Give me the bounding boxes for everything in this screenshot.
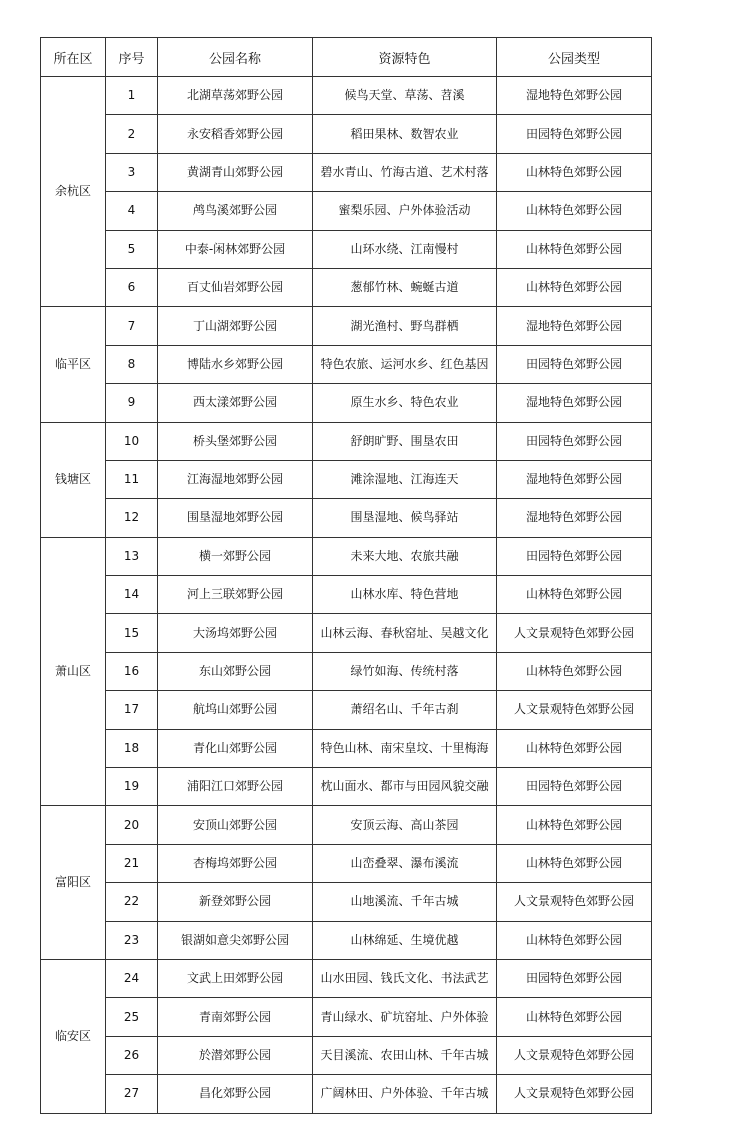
header-district: 所在区 xyxy=(41,38,106,77)
table-row xyxy=(41,768,652,806)
park-type-cell: 田园特色郊野公园 xyxy=(497,115,652,153)
park-name-cell: 北湖草荡郊野公园 xyxy=(158,77,313,115)
resource-feature-cell: 特色农旅、运河水乡、红色基因 xyxy=(313,345,497,383)
park-number-cell: 20 xyxy=(106,806,158,844)
table-row xyxy=(41,192,652,230)
table-row xyxy=(41,652,652,690)
table-row xyxy=(41,460,652,498)
park-number-cell: 11 xyxy=(106,460,158,498)
table-row xyxy=(41,921,652,959)
park-name-cell: 新登郊野公园 xyxy=(158,883,313,921)
district-cell: 富阳区 xyxy=(41,806,106,960)
park-number-cell: 14 xyxy=(106,576,158,614)
table-body xyxy=(41,77,652,1114)
district-cell: 临平区 xyxy=(41,307,106,422)
park-name-cell: 大汤坞郊野公园 xyxy=(158,614,313,652)
park-number-cell: 23 xyxy=(106,921,158,959)
park-name-cell: 安顶山郊野公园 xyxy=(158,806,313,844)
resource-feature-cell: 碧水青山、竹海古道、艺术村落 xyxy=(313,153,497,191)
park-number-cell: 22 xyxy=(106,883,158,921)
resource-feature-cell: 舒朗旷野、围垦农田 xyxy=(313,422,497,460)
header-resource-feature: 资源特色 xyxy=(313,38,497,77)
table-row xyxy=(41,345,652,383)
park-name-cell: 航坞山郊野公园 xyxy=(158,691,313,729)
park-type-cell: 人文景观特色郊野公园 xyxy=(497,883,652,921)
park-type-cell: 湿地特色郊野公园 xyxy=(497,460,652,498)
park-type-cell: 田园特色郊野公园 xyxy=(497,959,652,997)
park-number-cell: 9 xyxy=(106,384,158,422)
header-park-name: 公园名称 xyxy=(158,38,313,77)
park-name-cell: 博陆水乡郊野公园 xyxy=(158,345,313,383)
park-number-cell: 25 xyxy=(106,998,158,1036)
park-name-cell: 杏梅坞郊野公园 xyxy=(158,844,313,882)
park-number-cell: 12 xyxy=(106,499,158,537)
table-row xyxy=(41,729,652,767)
park-type-cell: 山林特色郊野公园 xyxy=(497,806,652,844)
park-number-cell: 27 xyxy=(106,1075,158,1113)
table-row xyxy=(41,691,652,729)
table-row xyxy=(41,384,652,422)
park-name-cell: 昌化郊野公园 xyxy=(158,1075,313,1113)
park-number-cell: 17 xyxy=(106,691,158,729)
park-type-cell: 湿地特色郊野公园 xyxy=(497,307,652,345)
park-type-cell: 山林特色郊野公园 xyxy=(497,192,652,230)
park-name-cell: 银湖如意尖郊野公园 xyxy=(158,921,313,959)
resource-feature-cell: 滩涂湿地、江海连天 xyxy=(313,460,497,498)
resource-feature-cell: 山林水库、特色营地 xyxy=(313,576,497,614)
park-number-cell: 10 xyxy=(106,422,158,460)
table-row xyxy=(41,77,652,115)
resource-feature-cell: 山地溪流、千年古城 xyxy=(313,883,497,921)
resource-feature-cell: 绿竹如海、传统村落 xyxy=(313,652,497,690)
park-name-cell: 桥头堡郊野公园 xyxy=(158,422,313,460)
park-number-cell: 3 xyxy=(106,153,158,191)
park-type-cell: 山林特色郊野公园 xyxy=(497,268,652,306)
park-name-cell: 於潜郊野公园 xyxy=(158,1036,313,1074)
table-row xyxy=(41,576,652,614)
park-name-cell: 东山郊野公园 xyxy=(158,652,313,690)
park-type-cell: 田园特色郊野公园 xyxy=(497,422,652,460)
resource-feature-cell: 候鸟天堂、草荡、苕溪 xyxy=(313,77,497,115)
table-row xyxy=(41,268,652,306)
park-number-cell: 19 xyxy=(106,768,158,806)
resource-feature-cell: 广阔林田、户外体验、千年古城 xyxy=(313,1075,497,1113)
park-name-cell: 青南郊野公园 xyxy=(158,998,313,1036)
park-number-cell: 2 xyxy=(106,115,158,153)
parks-table xyxy=(40,37,652,1114)
park-type-cell: 山林特色郊野公园 xyxy=(497,576,652,614)
resource-feature-cell: 围垦湿地、候鸟驿站 xyxy=(313,499,497,537)
table-row xyxy=(41,806,652,844)
park-name-cell: 百丈仙岩郊野公园 xyxy=(158,268,313,306)
resource-feature-cell: 原生水乡、特色农业 xyxy=(313,384,497,422)
resource-feature-cell: 枕山面水、都市与田园风貌交融 xyxy=(313,768,497,806)
park-number-cell: 26 xyxy=(106,1036,158,1074)
resource-feature-cell: 葱郁竹林、蜿蜒古道 xyxy=(313,268,497,306)
resource-feature-cell: 湖光渔村、野鸟群栖 xyxy=(313,307,497,345)
resource-feature-cell: 萧绍名山、千年古刹 xyxy=(313,691,497,729)
park-name-cell: 黄湖青山郊野公园 xyxy=(158,153,313,191)
park-number-cell: 24 xyxy=(106,959,158,997)
park-number-cell: 8 xyxy=(106,345,158,383)
park-type-cell: 湿地特色郊野公园 xyxy=(497,384,652,422)
resource-feature-cell: 青山绿水、矿坑窑址、户外体验 xyxy=(313,998,497,1036)
table-row xyxy=(41,537,652,575)
park-name-cell: 鸬鸟溪郊野公园 xyxy=(158,192,313,230)
table-row xyxy=(41,153,652,191)
header-row xyxy=(41,38,652,77)
park-type-cell: 山林特色郊野公园 xyxy=(497,153,652,191)
park-type-cell: 湿地特色郊野公园 xyxy=(497,77,652,115)
table-row xyxy=(41,614,652,652)
park-name-cell: 西太漾郊野公园 xyxy=(158,384,313,422)
park-type-cell: 人文景观特色郊野公园 xyxy=(497,614,652,652)
park-number-cell: 18 xyxy=(106,729,158,767)
table-row xyxy=(41,307,652,345)
table-row xyxy=(41,844,652,882)
park-type-cell: 田园特色郊野公园 xyxy=(497,768,652,806)
park-name-cell: 浦阳江口郊野公园 xyxy=(158,768,313,806)
park-name-cell: 江海湿地郊野公园 xyxy=(158,460,313,498)
park-type-cell: 人文景观特色郊野公园 xyxy=(497,1036,652,1074)
park-name-cell: 文武上田郊野公园 xyxy=(158,959,313,997)
park-type-cell: 湿地特色郊野公园 xyxy=(497,499,652,537)
park-number-cell: 13 xyxy=(106,537,158,575)
resource-feature-cell: 山峦叠翠、瀑布溪流 xyxy=(313,844,497,882)
park-name-cell: 中泰-闲林郊野公园 xyxy=(158,230,313,268)
park-type-cell: 田园特色郊野公园 xyxy=(497,345,652,383)
park-number-cell: 15 xyxy=(106,614,158,652)
district-cell: 临安区 xyxy=(41,959,106,1113)
resource-feature-cell: 山水田园、钱氏文化、书法武艺 xyxy=(313,959,497,997)
resource-feature-cell: 山林绵延、生境优越 xyxy=(313,921,497,959)
header-number: 序号 xyxy=(106,38,158,77)
park-type-cell: 田园特色郊野公园 xyxy=(497,537,652,575)
park-name-cell: 青化山郊野公园 xyxy=(158,729,313,767)
resource-feature-cell: 天目溪流、农田山林、千年古城 xyxy=(313,1036,497,1074)
park-number-cell: 4 xyxy=(106,192,158,230)
park-type-cell: 人文景观特色郊野公园 xyxy=(497,1075,652,1113)
park-type-cell: 山林特色郊野公园 xyxy=(497,921,652,959)
park-number-cell: 21 xyxy=(106,844,158,882)
resource-feature-cell: 稻田果林、数智农业 xyxy=(313,115,497,153)
park-name-cell: 永安稻香郊野公园 xyxy=(158,115,313,153)
district-cell: 余杭区 xyxy=(41,77,106,307)
table-row xyxy=(41,1036,652,1074)
table-row xyxy=(41,422,652,460)
resource-feature-cell: 山林云海、春秋窑址、吴越文化 xyxy=(313,614,497,652)
table-row xyxy=(41,230,652,268)
park-type-cell: 山林特色郊野公园 xyxy=(497,998,652,1036)
table-row xyxy=(41,499,652,537)
resource-feature-cell: 未来大地、农旅共融 xyxy=(313,537,497,575)
park-type-cell: 山林特色郊野公园 xyxy=(497,844,652,882)
resource-feature-cell: 蜜梨乐园、户外体验活动 xyxy=(313,192,497,230)
park-number-cell: 7 xyxy=(106,307,158,345)
park-number-cell: 1 xyxy=(106,77,158,115)
park-number-cell: 16 xyxy=(106,652,158,690)
park-number-cell: 5 xyxy=(106,230,158,268)
park-type-cell: 山林特色郊野公园 xyxy=(497,652,652,690)
park-name-cell: 河上三联郊野公园 xyxy=(158,576,313,614)
resource-feature-cell: 山环水绕、江南慢村 xyxy=(313,230,497,268)
park-type-cell: 人文景观特色郊野公园 xyxy=(497,691,652,729)
resource-feature-cell: 特色山林、南宋皇坟、十里梅海 xyxy=(313,729,497,767)
park-type-cell: 山林特色郊野公园 xyxy=(497,729,652,767)
table-row xyxy=(41,959,652,997)
table-row xyxy=(41,998,652,1036)
table-row xyxy=(41,883,652,921)
table-row xyxy=(41,115,652,153)
park-type-cell: 山林特色郊野公园 xyxy=(497,230,652,268)
park-number-cell: 6 xyxy=(106,268,158,306)
district-cell: 萧山区 xyxy=(41,537,106,806)
district-cell: 钱塘区 xyxy=(41,422,106,537)
park-name-cell: 横一郊野公园 xyxy=(158,537,313,575)
park-name-cell: 丁山湖郊野公园 xyxy=(158,307,313,345)
header-park-type: 公园类型 xyxy=(497,38,652,77)
table-row xyxy=(41,1075,652,1113)
park-name-cell: 围垦湿地郊野公园 xyxy=(158,499,313,537)
resource-feature-cell: 安顶云海、高山茶园 xyxy=(313,806,497,844)
